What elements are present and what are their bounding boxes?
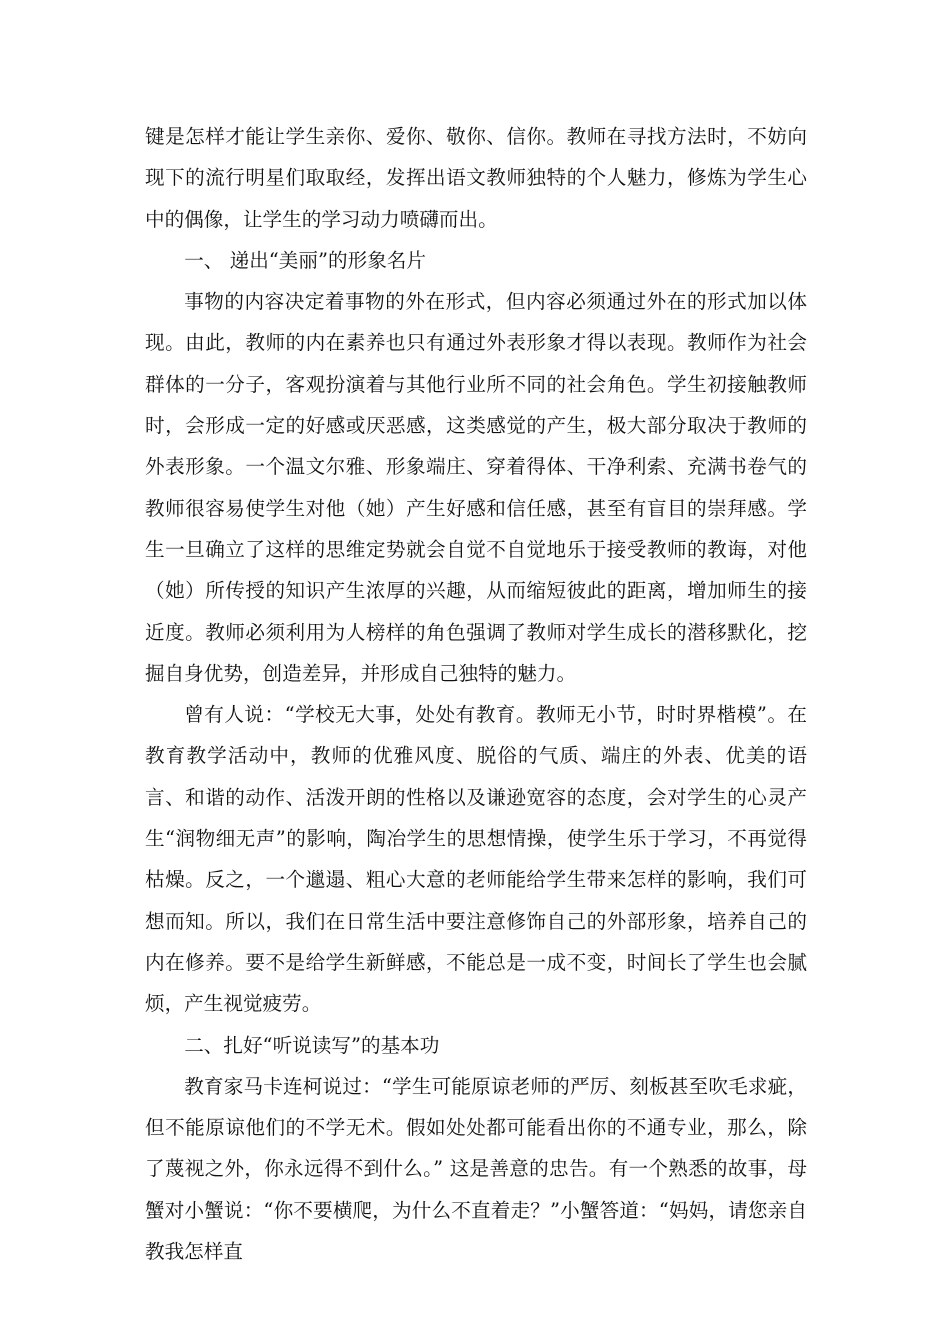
section-heading-2: 二、扎好“听说读写”的基本功 <box>184 1033 440 1057</box>
paragraph-intro-continuation: 键是怎样才能让学生亲你、爱你、敬你、信你。教师在寻找方法时，不妨向现下的流行明星们取取经，发挥出语文教师独特的个人魅力，修炼为学生心中的偶像，让学生的学习动力喷礴而出。 <box>145 125 807 231</box>
section-heading-1: 一、 递出“美丽”的形象名片 <box>184 248 426 272</box>
paragraph-body: 事物的内容决定着事物的外在形式，但内容必须通过外在的形式加以体现。由此，教师的内在素养也只有通过外表形象才得以表现。教师作为社会群体的一分子，客观扮演着与其他行业所不同的社会角色。学生初接触教师时，会形成一定的好感或厌恶感，这类感觉的产生，极大部分取决于教师的外表形象。一个温文尔雅、形象端庄、穿着得体、干净利索、充满书卷气的教师很容易使学生对他（她）产生好感和信任感，甚至有盲目的崇拜感。学生一旦确立了这样的思维定势就会自觉不自觉地乐于接受教师的教诲，对他（她）所传授的知识产生浓厚的兴趣，从而缩短彼此的距离，增加师生的接近度。教师必须利用为人榜样的角色强调了教师对学生成长的潜移默化，挖掘自身优势，创造差异，并形成自己独特的魅力。 <box>145 290 807 685</box>
paragraph-body: 曾有人说：“学校无大事，处处有教育。教师无小节，时时界楷模”。在教育教学活动中，教师的优雅风度、脱俗的气质、端庄的外表、优美的语言、和谐的动作、活泼开朗的性格以及谦逊宽容的态度，会对学生的心灵产生“润物细无声”的影响，陶冶学生的思想情操，使学生乐于学习，不再觉得枯燥。反之，一个邋遢、粗心大意的老师能给学生带来怎样的影响，我们可想而知。所以，我们在日常生活中要注意修饰自己的外部形象，培养自己的内在修养。要不是给学生新鲜感，不能总是一成不变，时间长了学生也会腻烦，产生视觉疲劳。 <box>145 703 807 1016</box>
document-body <box>145 116 807 1272</box>
paragraph-body: 教育家马卡连柯说过：“学生可能原谅老师的严厉、刻板甚至吹毛求疵，但不能原谅他们的不学无术。假如处处都可能看出你的不通专业，那么，除了蔑视之外，你永远得不到什么。” 这是善意的忠告。有一个熟悉的故事，母蟹对小蟹说：“你不要横爬，为什么不直着走？”小蟹答道：“妈妈，请您亲自教我怎样直 <box>145 1074 807 1264</box>
